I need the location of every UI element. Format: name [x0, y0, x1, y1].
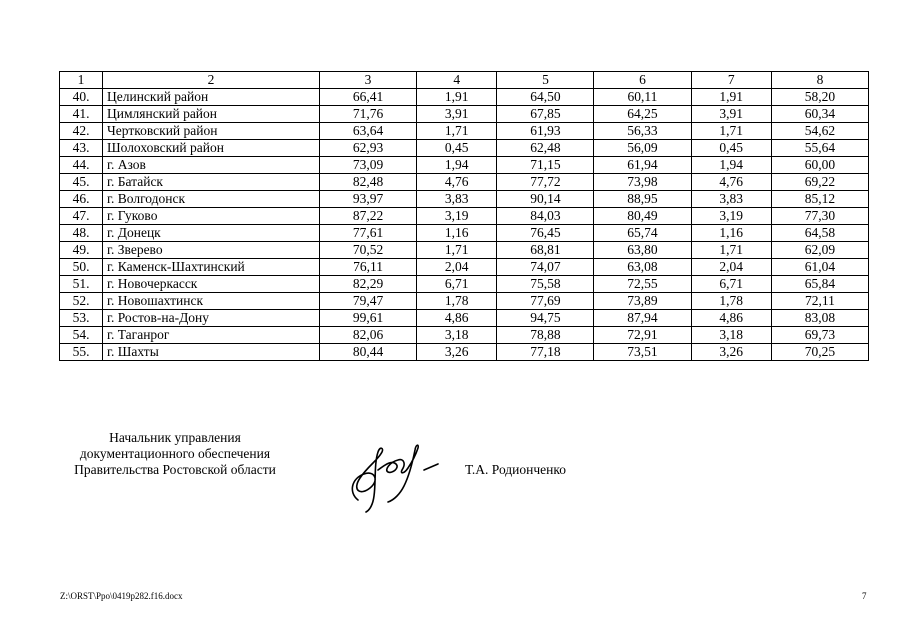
value-cell: 69,73 — [771, 327, 868, 344]
value-cell: 80,49 — [594, 208, 691, 225]
value-cell: 4,76 — [691, 174, 771, 191]
value-cell: 1,71 — [691, 242, 771, 259]
value-cell: 99,61 — [320, 310, 417, 327]
table-row — [60, 259, 869, 276]
value-cell: 82,48 — [320, 174, 417, 191]
value-cell: 3,18 — [691, 327, 771, 344]
row-number-cell: 53. — [60, 310, 103, 327]
table-row — [60, 106, 869, 123]
table-row — [60, 191, 869, 208]
territory-name-cell: Целинский район — [103, 89, 320, 106]
value-cell: 77,72 — [497, 174, 594, 191]
table-row — [60, 327, 869, 344]
table-row — [60, 174, 869, 191]
value-cell: 1,91 — [691, 89, 771, 106]
value-cell: 69,22 — [771, 174, 868, 191]
territory-name-cell: г. Таганрог — [103, 327, 320, 344]
value-cell: 73,89 — [594, 293, 691, 310]
value-cell: 54,62 — [771, 123, 868, 140]
value-cell: 4,86 — [417, 310, 497, 327]
value-cell: 1,94 — [691, 157, 771, 174]
territory-name-cell: г. Новочеркасск — [103, 276, 320, 293]
value-cell: 1,91 — [417, 89, 497, 106]
value-cell: 72,11 — [771, 293, 868, 310]
territory-name-cell: г. Батайск — [103, 174, 320, 191]
value-cell: 88,95 — [594, 191, 691, 208]
table-row — [60, 208, 869, 225]
territory-name-cell: Шолоховский район — [103, 140, 320, 157]
row-number-cell: 40. — [60, 89, 103, 106]
value-cell: 73,51 — [594, 344, 691, 361]
value-cell: 3,91 — [417, 106, 497, 123]
territory-name-cell: Цимлянский район — [103, 106, 320, 123]
value-cell: 1,16 — [417, 225, 497, 242]
row-number-cell: 47. — [60, 208, 103, 225]
value-cell: 3,26 — [691, 344, 771, 361]
value-cell: 56,33 — [594, 123, 691, 140]
value-cell: 65,74 — [594, 225, 691, 242]
table-row — [60, 89, 869, 106]
value-cell: 77,69 — [497, 293, 594, 310]
data-table — [59, 71, 869, 361]
value-cell: 0,45 — [691, 140, 771, 157]
row-number-cell: 43. — [60, 140, 103, 157]
value-cell: 3,19 — [417, 208, 497, 225]
table-row — [60, 276, 869, 293]
territory-name-cell: г. Новошахтинск — [103, 293, 320, 310]
value-cell: 78,88 — [497, 327, 594, 344]
row-number-cell: 42. — [60, 123, 103, 140]
value-cell: 61,94 — [594, 157, 691, 174]
value-cell: 76,11 — [320, 259, 417, 276]
signer-name: Т.А. Родионченко — [465, 462, 566, 477]
value-cell: 77,18 — [497, 344, 594, 361]
value-cell: 84,03 — [497, 208, 594, 225]
territory-name-cell: г. Волгодонск — [103, 191, 320, 208]
value-cell: 61,93 — [497, 123, 594, 140]
value-cell: 1,71 — [691, 123, 771, 140]
value-cell: 75,58 — [497, 276, 594, 293]
value-cell: 3,26 — [417, 344, 497, 361]
territory-name-cell: г. Ростов-на-Дону — [103, 310, 320, 327]
table-row — [60, 344, 869, 361]
value-cell: 1,94 — [417, 157, 497, 174]
value-cell: 60,00 — [771, 157, 868, 174]
value-cell: 56,09 — [594, 140, 691, 157]
value-cell: 62,09 — [771, 242, 868, 259]
value-cell: 73,09 — [320, 157, 417, 174]
value-cell: 62,93 — [320, 140, 417, 157]
value-cell: 4,76 — [417, 174, 497, 191]
value-cell: 3,83 — [417, 191, 497, 208]
value-cell: 73,98 — [594, 174, 691, 191]
value-cell: 1,78 — [691, 293, 771, 310]
territory-name-cell: г. Шахты — [103, 344, 320, 361]
territory-name-cell: г. Каменск-Шахтинский — [103, 259, 320, 276]
row-number-cell: 55. — [60, 344, 103, 361]
value-cell: 79,47 — [320, 293, 417, 310]
value-cell: 0,45 — [417, 140, 497, 157]
header-cell: 8 — [771, 72, 868, 89]
value-cell: 3,91 — [691, 106, 771, 123]
row-number-cell: 45. — [60, 174, 103, 191]
value-cell: 6,71 — [417, 276, 497, 293]
position-line: Правительства Ростовской области — [74, 462, 276, 477]
value-cell: 60,34 — [771, 106, 868, 123]
value-cell: 71,15 — [497, 157, 594, 174]
table-body — [60, 72, 869, 361]
table-row — [60, 225, 869, 242]
position-line: документационного обеспечения — [79, 446, 271, 461]
signatory-position — [60, 430, 290, 478]
file-path: Z:\ORST\Ppo\0419p282.f16.docx — [60, 591, 183, 601]
value-cell: 94,75 — [497, 310, 594, 327]
value-cell: 87,94 — [594, 310, 691, 327]
value-cell: 6,71 — [691, 276, 771, 293]
header-cell: 1 — [60, 72, 103, 89]
value-cell: 55,64 — [771, 140, 868, 157]
value-cell: 63,08 — [594, 259, 691, 276]
value-cell: 66,41 — [320, 89, 417, 106]
table-row — [60, 242, 869, 259]
value-cell: 90,14 — [497, 191, 594, 208]
row-number-cell: 50. — [60, 259, 103, 276]
value-cell: 58,20 — [771, 89, 868, 106]
value-cell: 68,81 — [497, 242, 594, 259]
value-cell: 80,44 — [320, 344, 417, 361]
territory-name-cell: Чертковский район — [103, 123, 320, 140]
header-cell: 2 — [103, 72, 320, 89]
value-cell: 62,48 — [497, 140, 594, 157]
value-cell: 83,08 — [771, 310, 868, 327]
value-cell: 71,76 — [320, 106, 417, 123]
value-cell: 2,04 — [417, 259, 497, 276]
value-cell: 63,80 — [594, 242, 691, 259]
value-cell: 2,04 — [691, 259, 771, 276]
value-cell: 93,97 — [320, 191, 417, 208]
value-cell: 85,12 — [771, 191, 868, 208]
row-number-cell: 52. — [60, 293, 103, 310]
table-header-row — [60, 72, 869, 89]
row-number-cell: 41. — [60, 106, 103, 123]
territory-name-cell: г. Донецк — [103, 225, 320, 242]
value-cell: 74,07 — [497, 259, 594, 276]
value-cell: 63,64 — [320, 123, 417, 140]
territory-name-cell: г. Зверево — [103, 242, 320, 259]
value-cell: 77,61 — [320, 225, 417, 242]
value-cell: 87,22 — [320, 208, 417, 225]
row-number-cell: 51. — [60, 276, 103, 293]
value-cell: 72,55 — [594, 276, 691, 293]
value-cell: 76,45 — [497, 225, 594, 242]
value-cell: 60,11 — [594, 89, 691, 106]
territory-name-cell: г. Гуково — [103, 208, 320, 225]
position-line: Начальник управления — [109, 430, 241, 445]
table-row — [60, 310, 869, 327]
value-cell: 3,83 — [691, 191, 771, 208]
value-cell: 64,25 — [594, 106, 691, 123]
table-row — [60, 140, 869, 157]
territory-name-cell: г. Азов — [103, 157, 320, 174]
header-cell: 5 — [497, 72, 594, 89]
value-cell: 1,16 — [691, 225, 771, 242]
table-row — [60, 123, 869, 140]
value-cell: 1,71 — [417, 123, 497, 140]
value-cell: 1,78 — [417, 293, 497, 310]
value-cell: 72,91 — [594, 327, 691, 344]
handwritten-signature — [330, 430, 450, 520]
value-cell: 4,86 — [691, 310, 771, 327]
row-number-cell: 49. — [60, 242, 103, 259]
row-number-cell: 48. — [60, 225, 103, 242]
header-cell: 6 — [594, 72, 691, 89]
header-cell: 7 — [691, 72, 771, 89]
row-number-cell: 54. — [60, 327, 103, 344]
value-cell: 82,06 — [320, 327, 417, 344]
value-cell: 1,71 — [417, 242, 497, 259]
value-cell: 70,25 — [771, 344, 868, 361]
header-cell: 4 — [417, 72, 497, 89]
page-number: 7 — [862, 591, 867, 601]
value-cell: 70,52 — [320, 242, 417, 259]
value-cell: 65,84 — [771, 276, 868, 293]
value-cell: 82,29 — [320, 276, 417, 293]
value-cell: 61,04 — [771, 259, 868, 276]
header-cell: 3 — [320, 72, 417, 89]
value-cell: 3,18 — [417, 327, 497, 344]
value-cell: 64,50 — [497, 89, 594, 106]
row-number-cell: 46. — [60, 191, 103, 208]
row-number-cell: 44. — [60, 157, 103, 174]
value-cell: 67,85 — [497, 106, 594, 123]
table-row — [60, 157, 869, 174]
table-row — [60, 293, 869, 310]
value-cell: 64,58 — [771, 225, 868, 242]
value-cell: 77,30 — [771, 208, 868, 225]
value-cell: 3,19 — [691, 208, 771, 225]
